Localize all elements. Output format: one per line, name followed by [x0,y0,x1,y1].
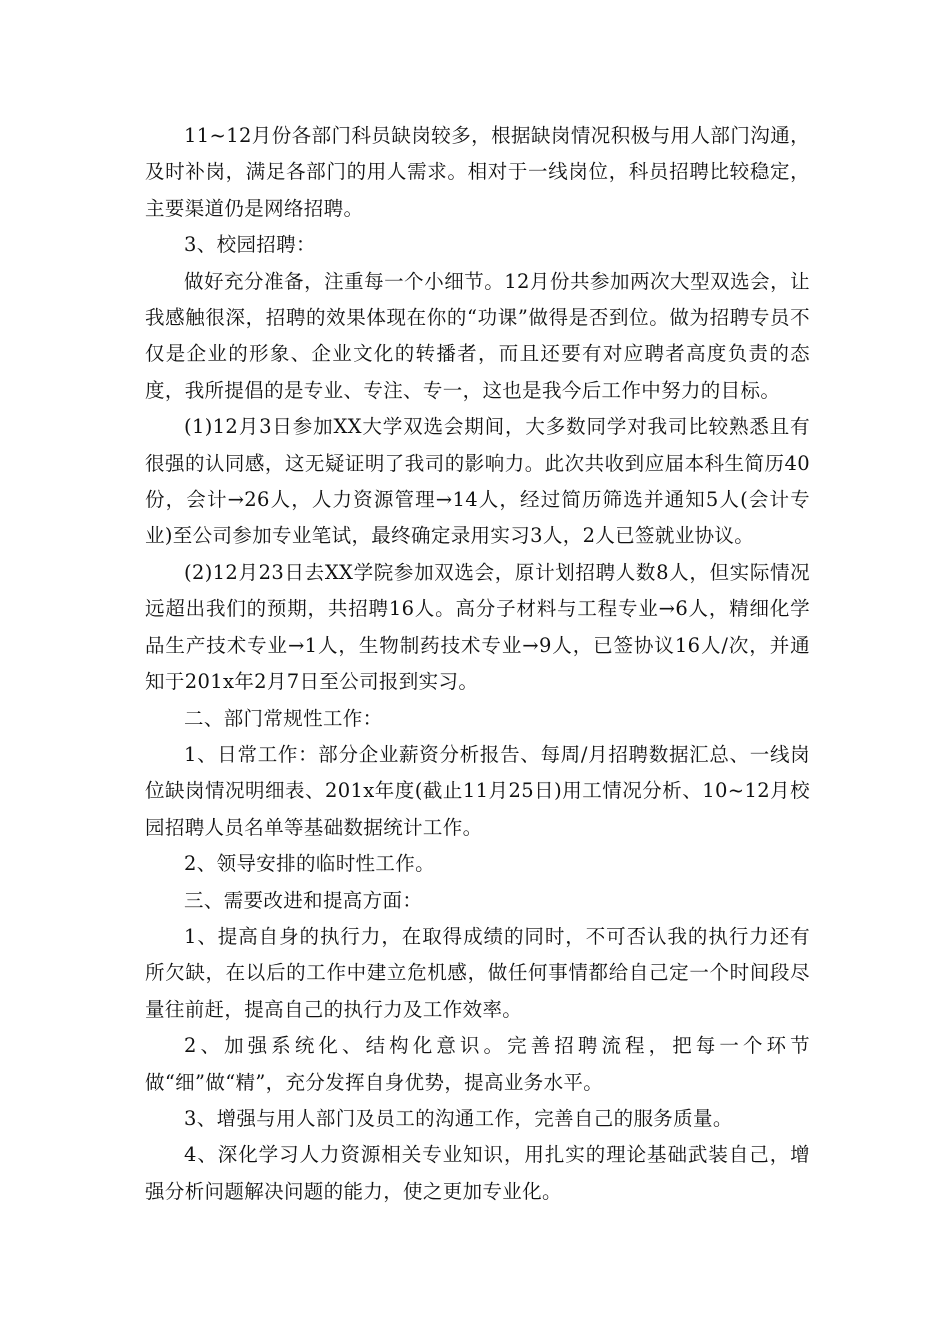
heading-campus-recruitment: 3、校园招聘： [184,233,316,257]
paragraph-improvement-4: 4、深化学习人力资源相关专业知识，用扎实的理论基础武装自己，增强分析问题解决问题的能力，使之更加专业化。 [145,1143,810,1203]
paragraph-college-fair: (2)12月23日去XX学院参加双选会，原计划招聘人数8人，但实际情况远超出我们的预期，共招聘16人。高分子材料与工程专业→6人，精细化学品生产技术专业→1人，生物制药技术专业→9人，已签协议16人/次，并通知于201x年2月7日至公司报到实习。 [145,560,810,694]
paragraph-daily-work: 1、日常工作：部分企业薪资分析报告、每周/月招聘数据汇总、一线岗位缺岗情况明细表、201x年度(截止11月25日)用工情况分析、10~12月校园招聘人员名单等基础数据统计工作。 [145,742,810,839]
paragraph-backfill-staff: 11~12月份各部门科员缺岗较多，根据缺岗情况积极与用人部门沟通，及时补岗，满足各部门的用人需求。相对于一线岗位，科员招聘比较稳定，主要渠道仍是网络招聘。 [145,124,810,220]
paragraph-improvement-1: 1、提高自身的执行力，在取得成绩的同时，不可否认我的执行力还有所欠缺，在以后的工作中建立危机感，做任何事情都给自己定一个时间段尽量往前赶，提高自己的执行力及工作效率。 [145,924,810,1021]
paragraph-preparation: 做好充分准备，注重每一个小细节。12月份共参加两次大型双选会，让我感触很深，招聘的效果体现在你的“功课”做得是否到位。做为招聘专员不仅是企业的形象、企业文化的转播者，而且还要有对应聘者高度负责的态度，我所提倡的是专业、专注、专一，这也是我今后工作中努力的目标。 [145,269,810,402]
paragraph-improvement-2: 2、加强系统化、结构化意识。完善招聘流程，把每一个环节做“细”做“精”，充分发挥自身优势，提高业务水平。 [145,1034,810,1094]
heading-routine-work: 二、部门常规性工作： [184,706,383,730]
paragraph-improvement-3: 3、增强与用人部门及员工的沟通工作，完善自己的服务质量。 [184,1106,733,1130]
paragraph-temporary-work: 2、领导安排的临时性工作。 [184,852,435,876]
heading-improvements: 三、需要改进和提高方面： [184,888,423,912]
paragraph-university-fair: (1)12月3日参加XX大学双选会期间，大多数同学对我司比较熟悉且有很强的认同感，这无疑证明了我司的影响力。此次共收到应届本科生简历40份，会计→26人，人力资源管理→14人，经过简历筛选并通知5人(会计专业)至公司参加专业笔试，最终确定录用实习3人，2人已签就业协议。 [145,415,810,548]
document-page [145,118,810,1210]
